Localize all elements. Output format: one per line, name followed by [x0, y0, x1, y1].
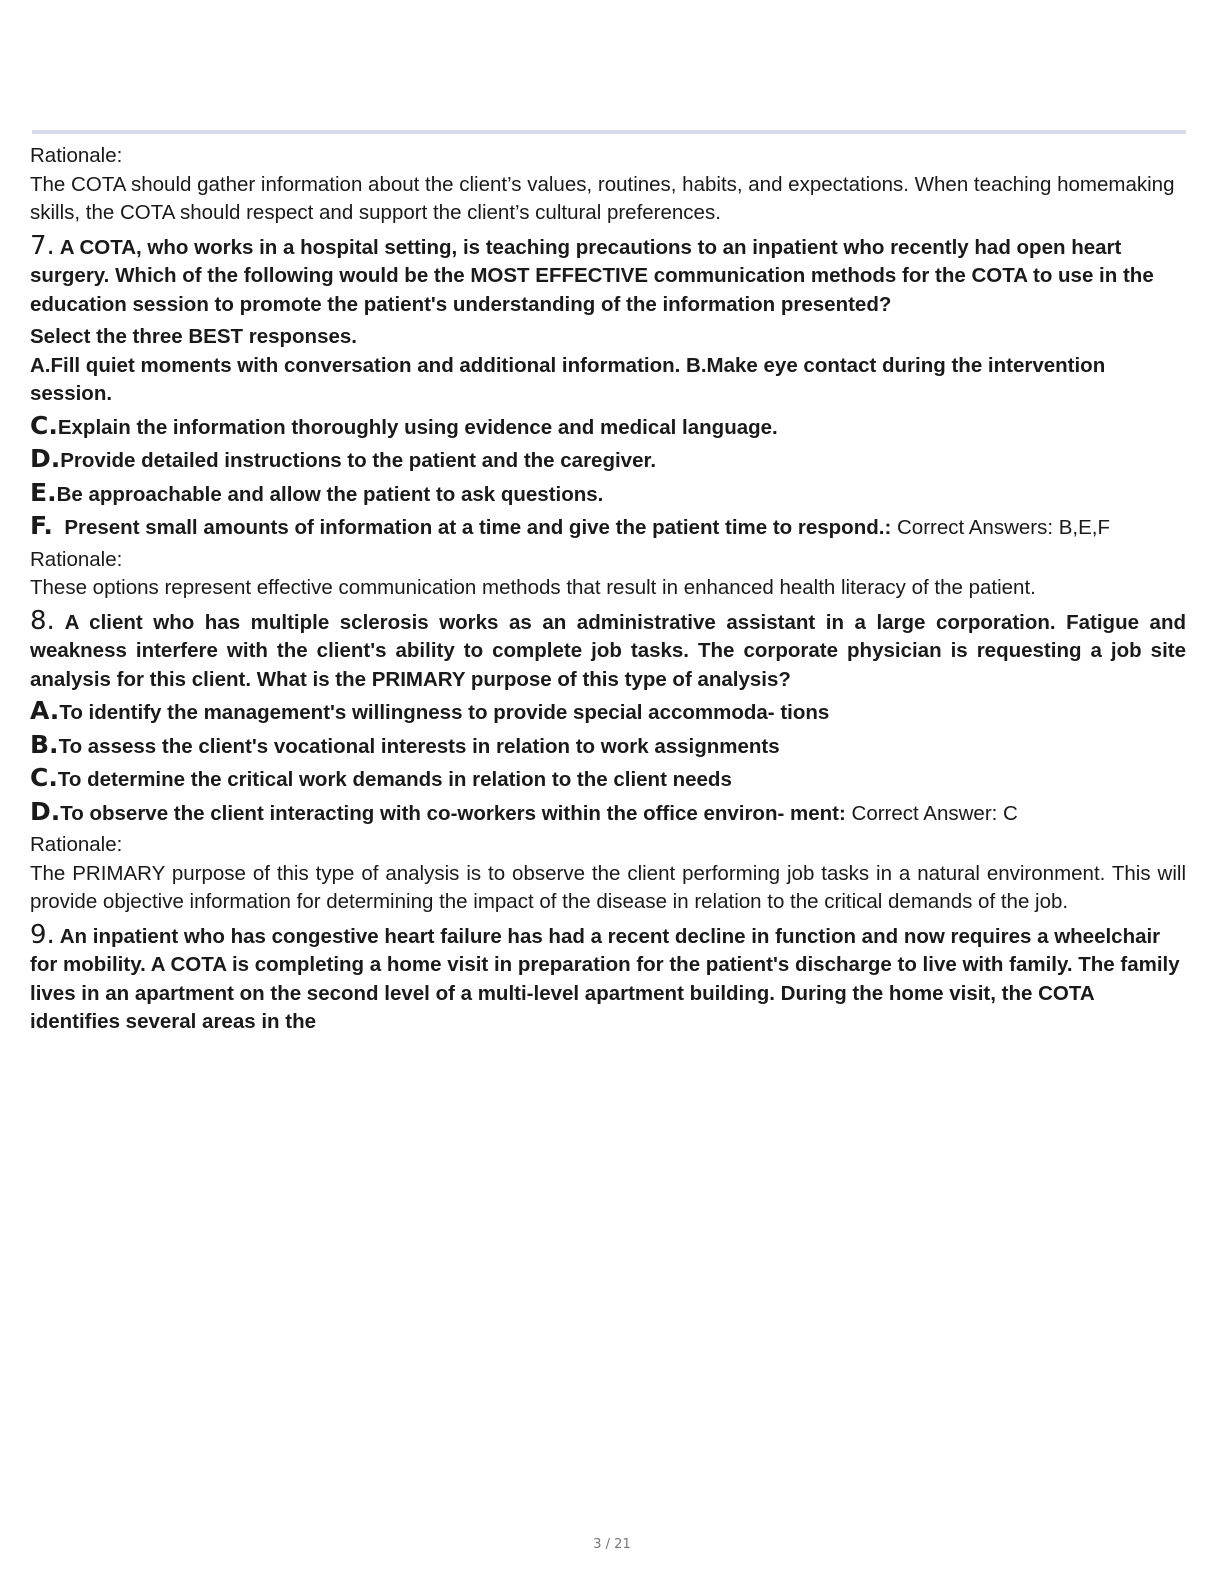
question-text: A client who has multiple sclerosis works as an administrative assistant in a large corporation. Fatigue and weakness interfere with the client's ability to complete job tasks. The corporate physician is requesting a job site analysis for this client. What is the PRIMARY purpose of this type of analysis?: [30, 610, 1186, 691]
option-b: B.To assess the client's vocational interests in relation to work assignments: [30, 729, 780, 759]
rationale-text: The PRIMARY purpose of this type of analysis is to observe the client performing job tasks in a natural environment. This will provide objective information for determining the impact of the disease in relation to the critical demands of the job.: [30, 861, 1186, 913]
question-text: A COTA, who works in a hospital setting, is teaching precautions to an inpatient who recently had open heart surgery. Which of the following would be the MOST EFFECTIVE communication methods for the COTA to use in the education session to promote the patient's understanding of the information presented?: [30, 235, 1154, 316]
header-divider: [32, 130, 1186, 134]
rationale-text: These options represent effective communication methods that result in enhanced health literacy of the patient.: [30, 576, 1036, 599]
option-c: C.Explain the information thoroughly using evidence and medical language.: [30, 410, 778, 440]
rationale-text: The COTA should gather information about the client’s values, routines, habits, and expectations. When teaching homemaking skills, the COTA should respect and support the client’s cultural preferences.: [30, 172, 1175, 224]
question-number: 9.: [30, 919, 55, 950]
page-content: [30, 142, 1186, 1037]
page-number: 3 / 21: [593, 1537, 631, 1552]
question-number: 8.: [30, 605, 55, 636]
question-9: [30, 921, 1186, 1037]
option-c: C.To determine the critical work demands in relation to the client needs: [30, 763, 732, 792]
option-a: A.To identify the management's willingness to provide special accommoda- tions: [30, 696, 830, 725]
correct-answer: Correct Answers: B,E,F: [896, 516, 1111, 539]
question-instruction: Select the three BEST responses.: [30, 325, 357, 348]
question-8: [30, 607, 1186, 695]
rationale-label: Rationale:: [30, 144, 123, 167]
option-d: D.To observe the client interacting with co-workers within the office environ- ment: Correct Answer: C: [30, 796, 1018, 826]
question-number: 7.: [30, 230, 55, 261]
options-a-b: A.Fill quiet moments with conversation and additional information. B.Make eye contact during the intervention session.: [30, 353, 1106, 405]
option-e: E.Be approachable and allow the patient to ask questions.: [30, 477, 604, 507]
question-7: [30, 232, 1186, 320]
correct-answer: Correct Answer: C: [851, 801, 1018, 825]
option-d: D.Provide detailed instructions to the patient and the caregiver.: [30, 444, 657, 473]
question-text: An inpatient who has congestive heart failure has had a recent decline in function and now requires a wheelchair for mobility. A COTA is completing a home visit in preparation for the patient's discharge to live with family. The family lives in an apartment on the second level of a multi-level apartment building. During the home visit, the COTA identifies several areas in the: [30, 924, 1180, 1033]
rationale-label: Rationale:: [30, 547, 123, 571]
option-f: F. Present small amounts of information at a time and give the patient time to respond.: Correct Answers: B,E,F: [30, 511, 1111, 540]
rationale-label: Rationale:: [30, 833, 123, 856]
